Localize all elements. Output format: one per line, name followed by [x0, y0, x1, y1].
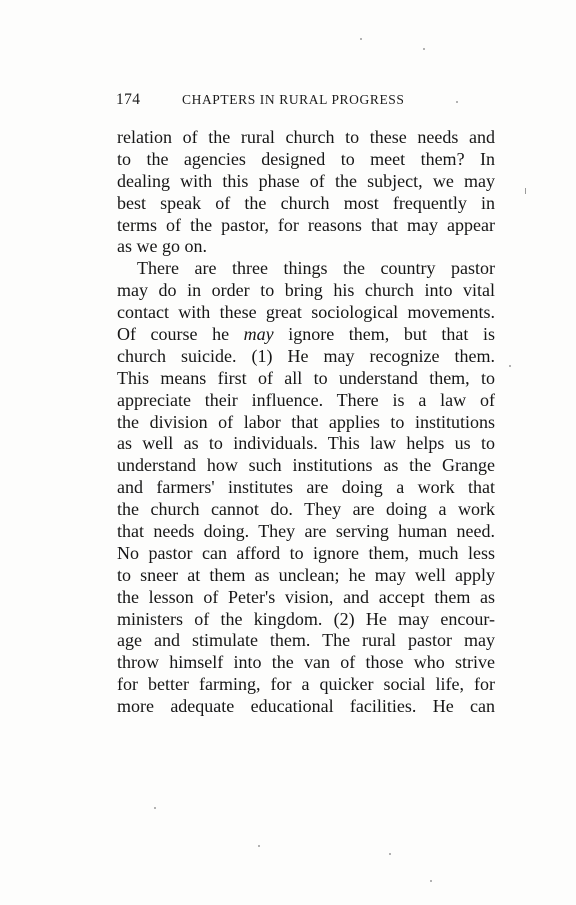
- text-line: dealing with this phase of the subject, we may: [117, 170, 495, 191]
- text-line: to the agencies designed to meet them? In: [117, 148, 495, 169]
- text-line: No pastor can afford to ignore them, much less: [117, 542, 495, 563]
- text-line: to sneer at them as unclean; he may well apply: [117, 564, 495, 585]
- text-line: relation of the rural church to these needs and: [117, 127, 495, 147]
- text-line: church suicide. (1) He may recognize them.: [117, 345, 495, 366]
- scan-speck: [360, 38, 362, 40]
- text-run: Of course he: [117, 324, 244, 345]
- text-line: as we go on.: [117, 236, 207, 257]
- text-line: contact with these great sociological movements.: [117, 302, 495, 323]
- scan-speck: [456, 101, 458, 103]
- text-run: ignore them, but that is: [273, 324, 495, 345]
- scan-speck: [154, 807, 156, 809]
- text-line: that needs doing. They are serving human need.: [117, 521, 495, 542]
- text-line-with-italic: [117, 324, 495, 346]
- text-line: age and stimulate them. The rural pastor may: [117, 630, 495, 651]
- text-line: more adequate educational facilities. He can: [117, 696, 495, 717]
- scan-speck: [389, 853, 391, 855]
- italic-emphasis: may: [243, 324, 274, 345]
- paragraph-first-line: There are three things the country pastor: [137, 258, 495, 279]
- text-line: as well as to individuals. This law helps us to: [117, 433, 495, 454]
- body-text: [117, 127, 495, 718]
- text-line: the lesson of Peter's vision, and accept them as: [117, 586, 495, 607]
- running-head-title: CHAPTERS IN RURAL PROGRESS: [182, 92, 405, 107]
- text-line: appreciate their influence. There is a law of: [117, 389, 495, 410]
- text-line: the church cannot do. They are doing a work: [117, 499, 495, 520]
- text-line: may do in order to bring his church into vital: [117, 280, 495, 301]
- text-line: the division of labor that applies to institutions: [117, 411, 495, 432]
- scan-speck: [525, 188, 526, 194]
- text-line: This means first of all to understand them, to: [117, 367, 495, 388]
- running-head: [116, 91, 496, 113]
- page-number: 174: [116, 91, 141, 108]
- scan-speck: [430, 880, 432, 882]
- scan-speck: [509, 365, 511, 367]
- text-line: understand how such institutions as the Grange: [117, 455, 495, 476]
- text-line: terms of the pastor, for reasons that may appear: [117, 214, 495, 235]
- scan-speck: [423, 48, 425, 50]
- scan-speck: [258, 845, 260, 847]
- text-line: ministers of the kingdom. (2) He may encour-: [117, 608, 495, 629]
- text-line: best speak of the church most frequently in: [117, 192, 495, 213]
- text-line: for better farming, for a quicker social life, for: [117, 674, 495, 695]
- text-line: and farmers' institutes are doing a work that: [117, 477, 495, 498]
- text-line: throw himself into the van of those who strive: [117, 652, 495, 673]
